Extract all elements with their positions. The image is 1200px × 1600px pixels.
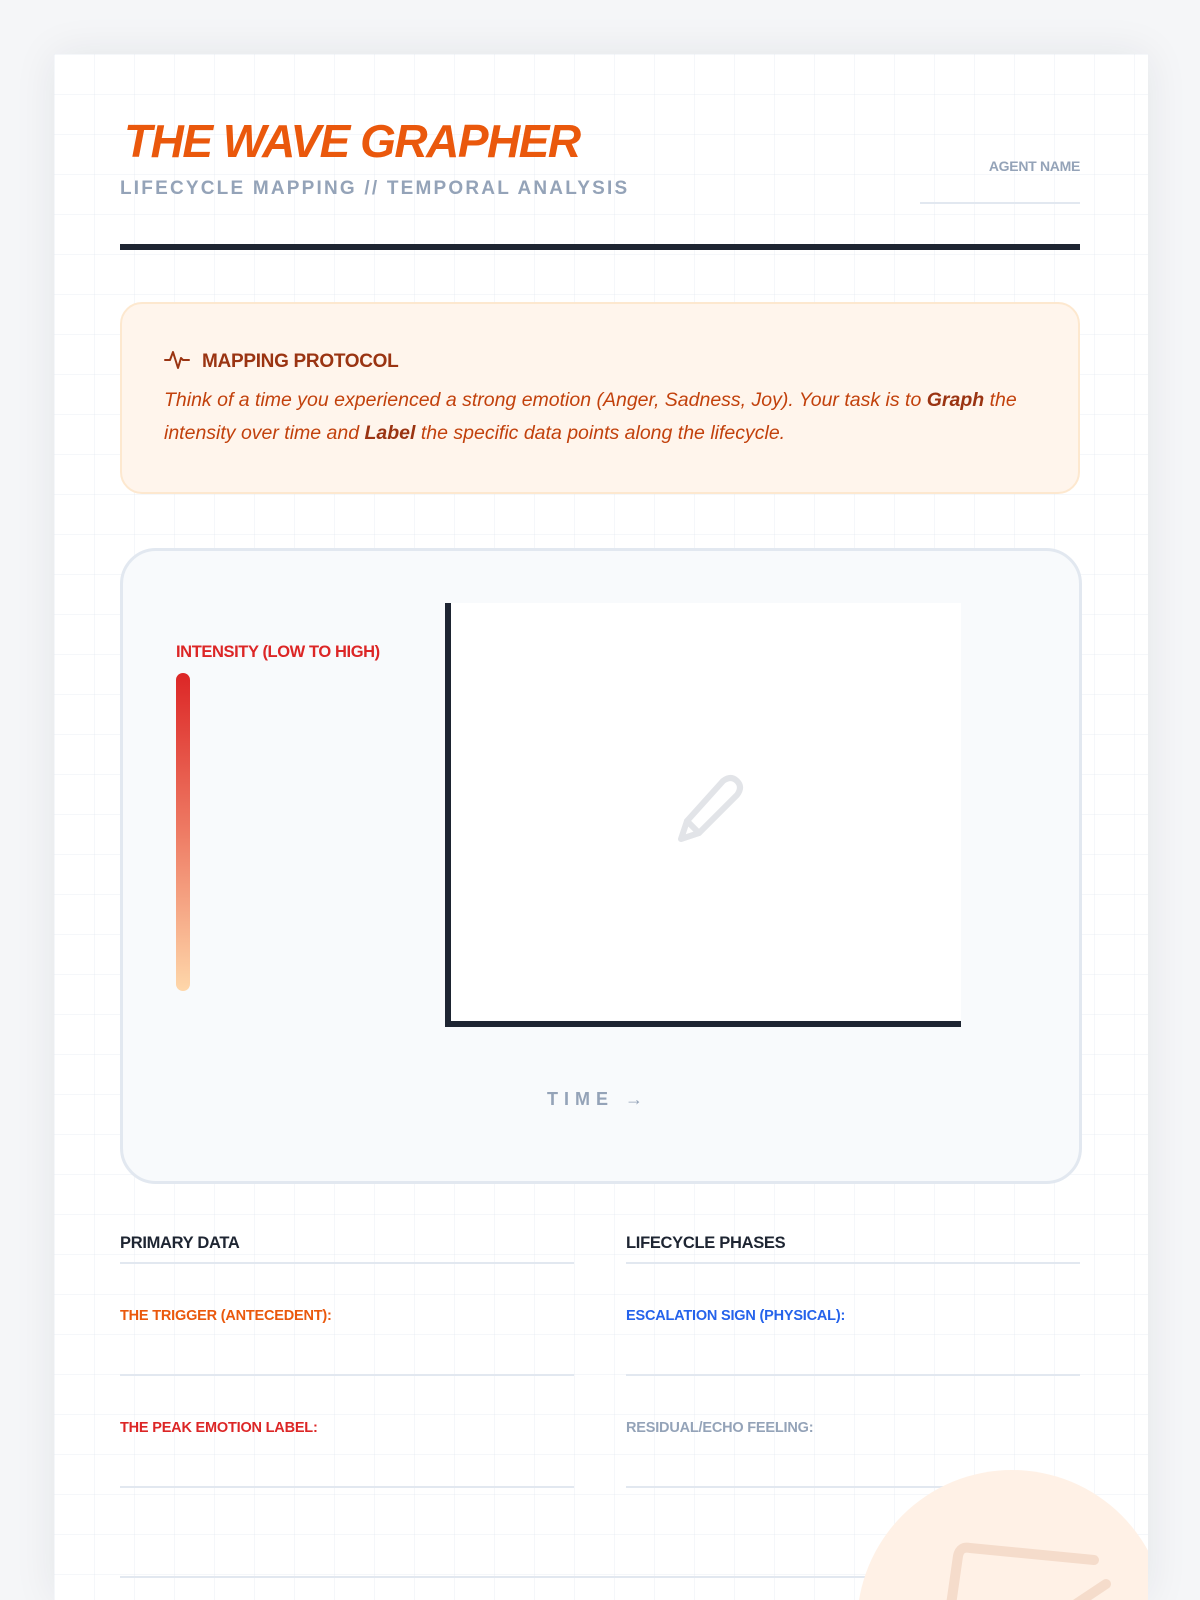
graph-panel	[120, 548, 1082, 1184]
header-divider	[120, 244, 1080, 250]
section-divider	[626, 1262, 1080, 1264]
mapping-protocol-box	[120, 302, 1080, 494]
intensity-gradient-bar	[176, 673, 190, 991]
protocol-title: MAPPING PROTOCOL	[202, 350, 399, 372]
section-divider	[120, 1262, 574, 1264]
pencil-icon	[673, 771, 749, 852]
pulse-icon	[164, 346, 190, 377]
agent-name-field[interactable]	[920, 202, 1080, 204]
intensity-axis-label: INTENSITY (LOW TO HIGH)	[176, 643, 380, 661]
lifecycle-phases-title: LIFECYCLE PHASES	[626, 1234, 786, 1252]
protocol-instructions: Think of a time you experienced a strong emotion (Anger, Sadness, Joy). Your task is to Graph the intensity over time and Label the specific data points along the lifecycle.	[164, 389, 1017, 444]
page-subtitle: LIFECYCLE MAPPING // TEMPORAL ANALYSIS	[120, 178, 630, 199]
peak-emotion-field[interactable]	[120, 1486, 574, 1488]
primary-data-title: PRIMARY DATA	[120, 1234, 240, 1252]
worksheet-page	[54, 54, 1148, 1600]
graph-drawing-area[interactable]	[445, 603, 961, 1027]
agent-name-label: AGENT NAME	[988, 158, 1080, 174]
time-axis-label: TIME →	[547, 1089, 649, 1109]
peak-emotion-label: THE PEAK EMOTION LABEL:	[120, 1420, 318, 1436]
page-title: THE WAVE GRAPHER	[124, 115, 580, 167]
residual-feeling-label: RESIDUAL/ECHO FEELING:	[626, 1420, 814, 1436]
trigger-field[interactable]	[120, 1374, 574, 1376]
protocol-header	[164, 346, 398, 377]
escalation-sign-label: ESCALATION SIGN (PHYSICAL):	[626, 1308, 846, 1324]
decorative-chart-icon	[944, 1534, 1124, 1600]
escalation-sign-field[interactable]	[626, 1374, 1080, 1376]
trigger-label: THE TRIGGER (ANTECEDENT):	[120, 1308, 332, 1324]
